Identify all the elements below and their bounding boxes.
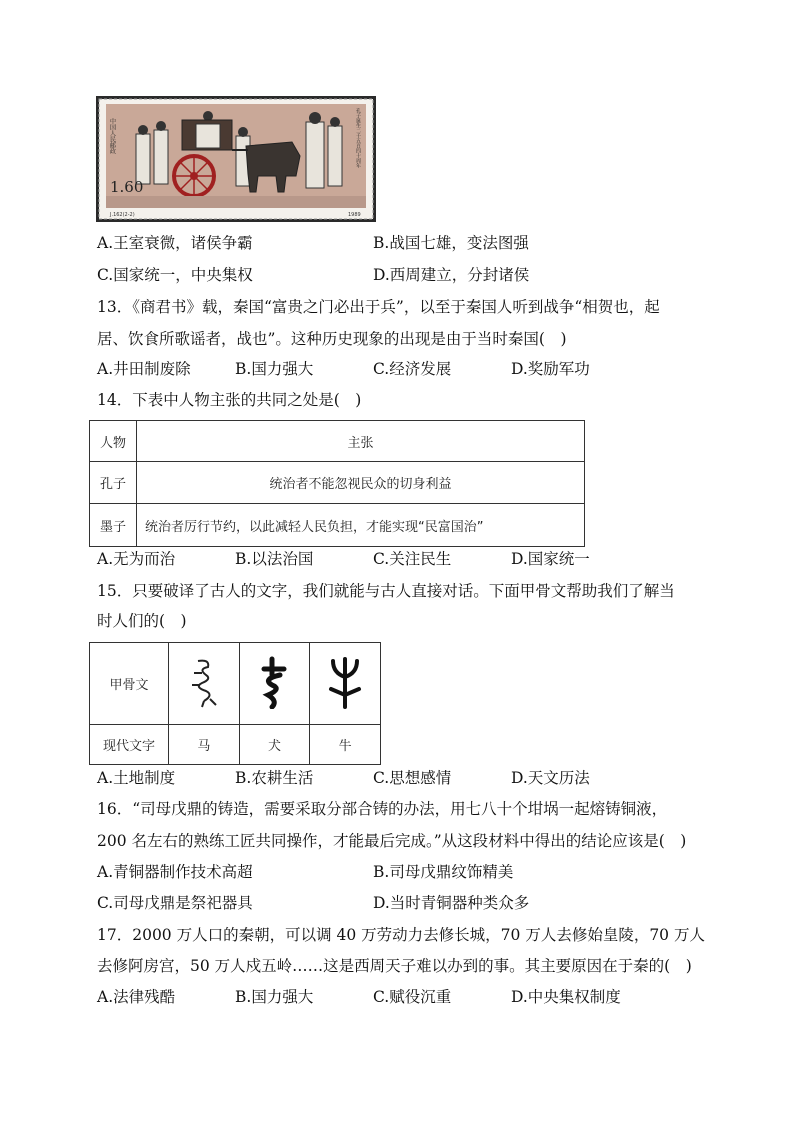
- confucius-stamp-image: [96, 96, 376, 222]
- q15-stem-line1: 15．只要破译了古人的文字，我们就能与古人直接对话。下面甲骨文帮助我们了解当: [97, 582, 675, 600]
- q16-stem-line2: 200 名左右的熟练工匠共同操作，才能最后完成。”从这段材料中得出的结论应该是( ): [97, 832, 687, 850]
- q14-option-d[interactable]: D.国家统一: [511, 550, 590, 568]
- q15-table: [89, 642, 381, 765]
- q17-option-a[interactable]: A.法律残酷: [97, 988, 176, 1006]
- q16-stem-line1: 16．“司母戊鼎的铸造，需要采取分部合铸的办法，用七八十个坩埚一起熔铸铜液，: [97, 800, 668, 818]
- q13-option-c[interactable]: C.经济发展: [373, 360, 452, 378]
- q17-stem-line1: 17．2000 万人口的秦朝，可以调 40 万劳动力去修长城，70 万人去修始皇陵，70 万人: [97, 926, 705, 944]
- stamp-caption: 孔子诞生二千五百四十周年: [355, 108, 361, 168]
- q16-option-b[interactable]: B.司母戊鼎纹饰精美: [373, 863, 514, 881]
- q15-stem-line2: 时人们的( ): [97, 612, 187, 630]
- q14-stem: 14．下表中人物主张的共同之处是( ): [97, 391, 362, 409]
- q14-row1-view: 统治者不能忽视民众的切身利益: [137, 462, 585, 504]
- q12-option-b[interactable]: B.战国七雄，变法图强: [373, 234, 529, 252]
- q15-option-c[interactable]: C.思想感情: [373, 769, 452, 787]
- q13-stem-line1: 13．《商君书》载，秦国“富贵之门必出于兵”，以至于秦国人听到战争“相贺也，起: [97, 298, 660, 316]
- q14-table: [89, 420, 585, 547]
- q14-row2-person: 墨子: [90, 504, 137, 547]
- dog-oracle-glyph: [239, 643, 310, 725]
- stamp-value: 1.60: [110, 178, 144, 196]
- q14-option-a[interactable]: A.无为而治: [97, 550, 176, 568]
- q14-option-c[interactable]: C.关注民生: [373, 550, 452, 568]
- q17-option-d[interactable]: D.中央集权制度: [511, 988, 621, 1006]
- q12-option-d[interactable]: D.西周建立，分封诸侯: [373, 266, 530, 284]
- q13-option-b[interactable]: B.国力强大: [235, 360, 314, 378]
- q15-label-oracle: 甲骨文: [90, 643, 169, 725]
- q14-option-b[interactable]: B.以法治国: [235, 550, 314, 568]
- q16-option-a[interactable]: A.青铜器制作技术高超: [97, 863, 253, 881]
- q13-option-d[interactable]: D.奖励军功: [511, 360, 590, 378]
- stamp-year: 1989: [348, 212, 361, 218]
- horse-oracle-glyph: [169, 643, 240, 725]
- q15-modern-ox: 牛: [310, 725, 381, 765]
- q14-header-view: 主张: [137, 421, 585, 462]
- q14-header-person: 人物: [90, 421, 137, 462]
- q15-label-modern: 现代文字: [90, 725, 169, 765]
- q13-stem-line2: 居、饮食所歌谣者，战也”。这种历史现象的出现是由于当时秦国( ): [97, 330, 567, 348]
- q12-option-c[interactable]: C.国家统一，中央集权: [97, 266, 253, 284]
- q17-stem-line2: 去修阿房宫，50 万人戍五岭……这是西周天子难以办到的事。其主要原因在于秦的( ): [97, 957, 692, 975]
- q14-row2-view: 统治者厉行节约，以此减轻人民负担，才能实现“民富国治”: [137, 504, 585, 547]
- q12-option-a[interactable]: A.王室衰微，诸侯争霸: [97, 234, 253, 252]
- q16-option-d[interactable]: D.当时青铜器种类众多: [373, 894, 530, 912]
- q17-option-b[interactable]: B.国力强大: [235, 988, 314, 1006]
- stamp-country: 中国人民邮政: [108, 118, 116, 154]
- q15-modern-dog: 犬: [239, 725, 310, 765]
- q17-option-c[interactable]: C.赋役沉重: [373, 988, 452, 1006]
- q14-row1-person: 孔子: [90, 462, 137, 504]
- q15-modern-horse: 马: [169, 725, 240, 765]
- q15-option-d[interactable]: D.天文历法: [511, 769, 590, 787]
- stamp-code: J.162(2-2): [110, 212, 135, 218]
- q15-option-a[interactable]: A.土地制度: [97, 769, 176, 787]
- ox-oracle-glyph: [310, 643, 381, 725]
- q16-option-c[interactable]: C.司母戊鼎是祭祀器具: [97, 894, 253, 912]
- q15-option-b[interactable]: B.农耕生活: [235, 769, 314, 787]
- q13-option-a[interactable]: A.井田制废除: [97, 360, 191, 378]
